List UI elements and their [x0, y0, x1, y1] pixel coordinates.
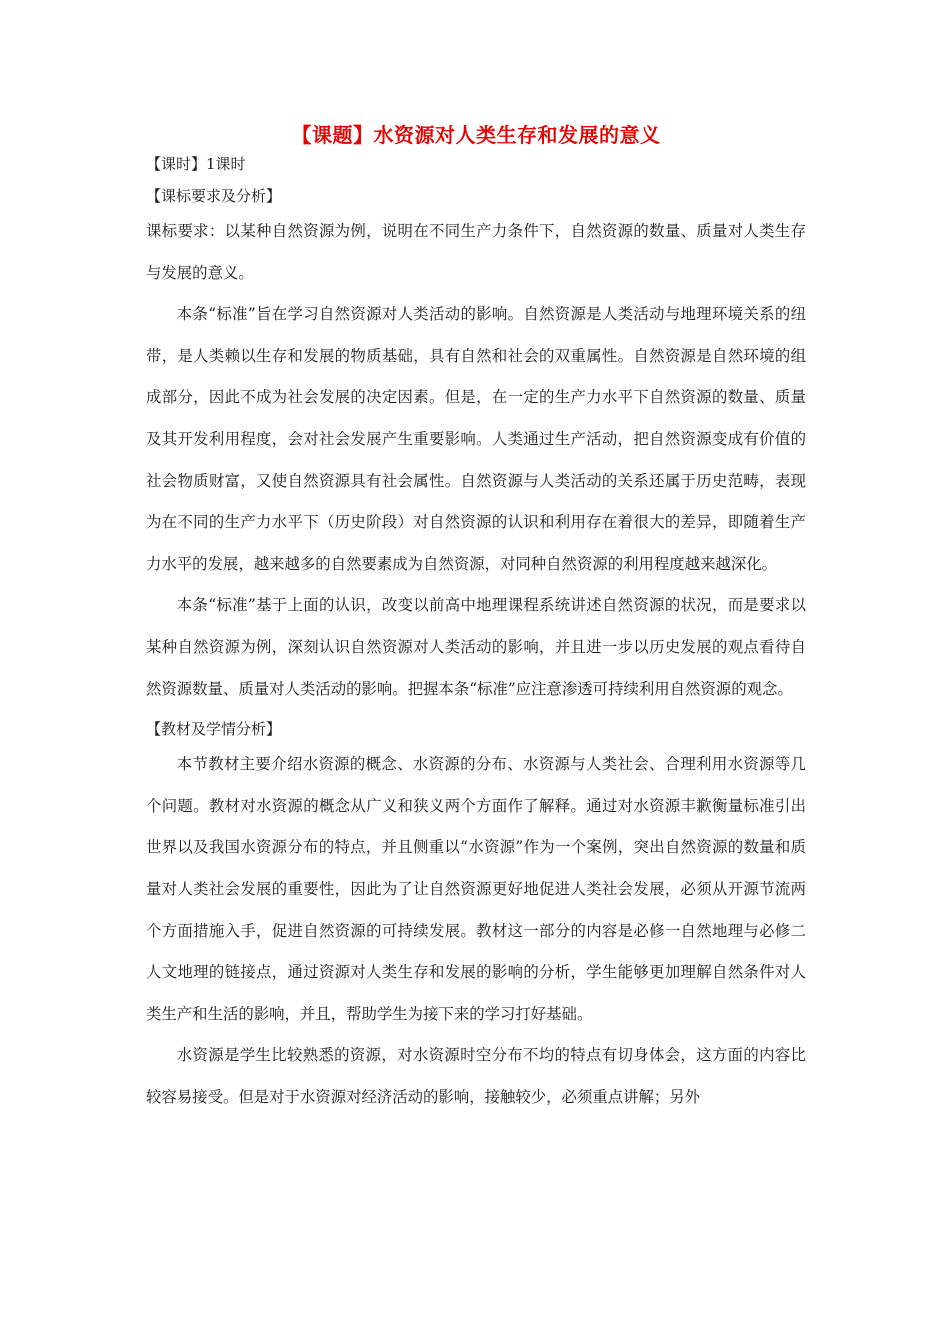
section-heading-textbook: 【教材及学情分析】: [146, 720, 282, 739]
standards-analysis-paragraph: 本条“标准”基于上面的认识，改变以前高中地理课程系统讲述自然资源的状况，而是要求以某种自然资源为例，深刻认识自然资源对人类活动的影响，并且进一步以历史发展的观点看待自然资源数量、质量对人类活动的影响。把握本条“标准”应注意渗透可持续利用自然资源的观念。: [146, 596, 806, 698]
section-heading-standards: 【课标要求及分析】: [146, 187, 282, 205]
student-analysis-paragraph: 水资源是学生比较熟悉的资源，对水资源时空分布不均的特点有切身体会，这方面的内容比较容易接受。但是对于水资源对经济活动的影响，接触较少，必须重点讲解；另外: [146, 1046, 806, 1106]
standards-analysis-paragraph: 本条“标准”旨在学习自然资源对人类活动的影响。自然资源是人类活动与地理环境关系的纽带，是人类赖以生存和发展的物质基础，具有自然和社会的双重属性。自然资源是自然环境的组成部分，因此不成为社会发展的决定因素。但是，在一定的生产力水平下自然资源的数量、质量及其开发利用程度，会对社会发展产生重要影响。人类通过生产活动，把自然资源变成有价值的社会物质财富，又使自然资源具有社会属性。自然资源与人类活动的关系还属于历史范畴，表现为在不同的生产力水平下（历史阶段）对自然资源的认识和利用存在着很大的差异，即随着生产力水平的发展，越来越多的自然要素成为自然资源，对同种自然资源的利用程度越来越深化。: [146, 305, 806, 573]
textbook-analysis-paragraph: 本节教材主要介绍水资源的概念、水资源的分布、水资源与人类社会、合理利用水资源等几个问题。教材对水资源的概念从广义和狭义两个方面作了解释。通过对水资源丰歉衡量标准引出世界以及我国水资源分布的特点，并且侧重以“水资源”作为一个案例，突出自然资源的数量和质量对人类社会发展的重要性，因此为了让自然资源更好地促进人类社会发展，必须从开源节流两个方面措施入手，促进自然资源的可持续发展。教材这一部分的内容是必修一自然地理与必修二人文地理的链接点，通过资源对人类生存和发展的影响的分析，学生能够更加理解自然条件对人类生产和生活的影响，并且，帮助学生为接下来的学习打好基础。: [146, 755, 806, 1023]
lesson-time: 【课时】1课时: [146, 155, 246, 173]
standards-requirement: 课标要求：以某种自然资源为例，说明在不同生产力条件下，自然资源的数量、质量对人类生存与发展的意义。: [146, 222, 806, 282]
document-title: 【课题】水资源对人类生存和发展的意义: [291, 123, 661, 147]
document-page: [146, 120, 806, 1118]
